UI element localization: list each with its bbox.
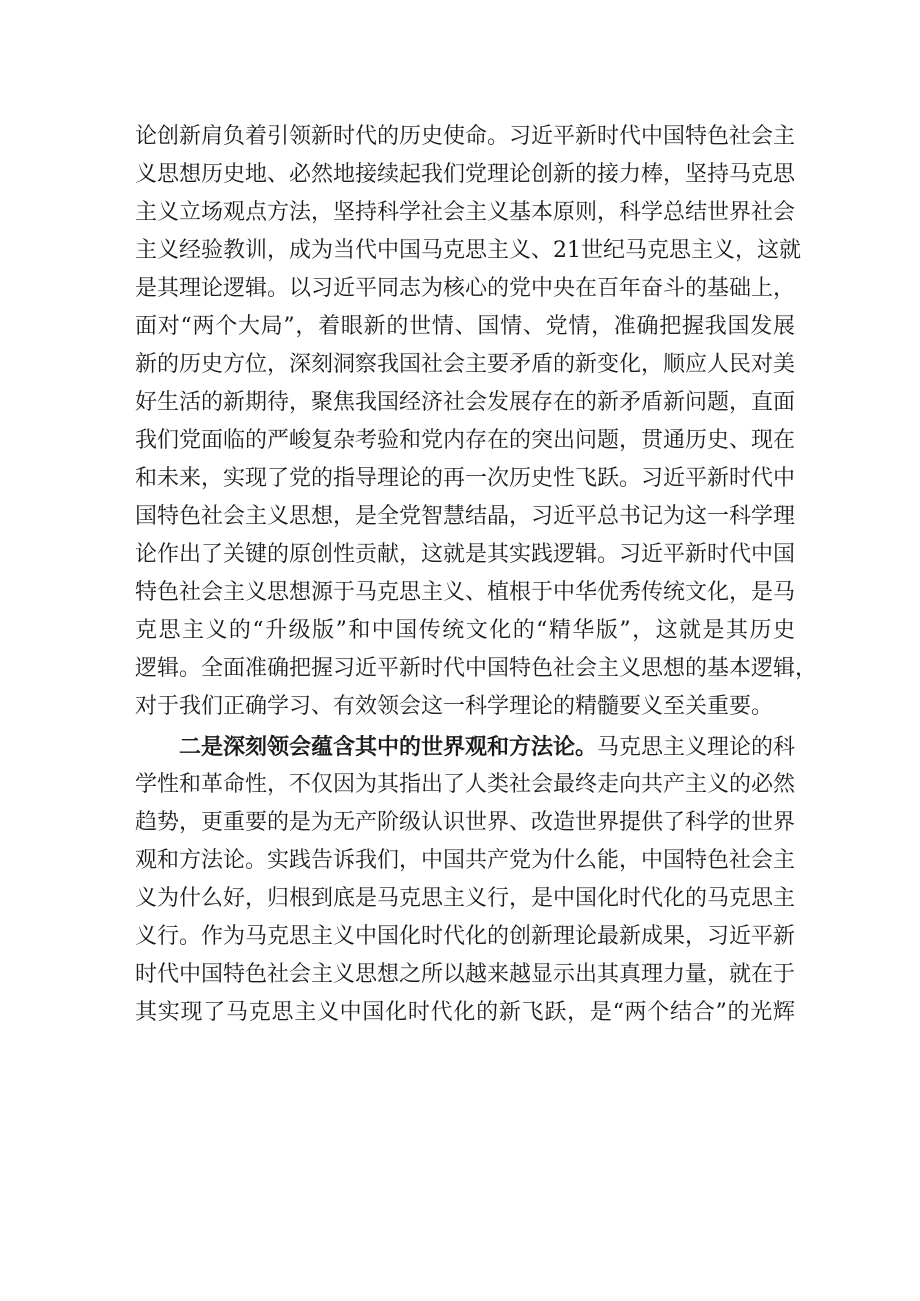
paragraph-continued bbox=[135, 118, 818, 726]
text-line: 时代中国特色社会主义思想之所以越来越显示出其真理力量，就在于 bbox=[135, 962, 796, 987]
text-line: 和未来，实现了党的指导理论的再一次历史性飞跃。习近平新时代中 bbox=[135, 466, 796, 491]
text-line: 学性和革命性，不仅因为其指出了人类社会最终走向共产主义的必然 bbox=[135, 772, 796, 797]
text-line bbox=[135, 728, 795, 766]
text-line: 好生活的新期待，聚焦我国经济社会发展存在的新矛盾新问题，直面 bbox=[135, 390, 796, 415]
text-line: 新的历史方位，深刻洞察我国社会主要矛盾的新变化，顺应人民对美 bbox=[135, 352, 796, 377]
text-line: 是其理论逻辑。以习近平同志为核心的党中央在百年奋斗的基础上， bbox=[135, 276, 796, 301]
text-line: 面对“两个大局”，着眼新的世情、国情、党情，准确把握我国发展 bbox=[135, 314, 795, 339]
text-line: 对于我们正确学习、有效领会这一科学理论的精髓要义至关重要。 bbox=[135, 694, 774, 719]
paragraph-lead-text: 马克思主义理论的科 bbox=[597, 735, 796, 760]
paragraph-heading: 二是深刻领会蕴含其中的世界观和方法论。 bbox=[179, 734, 598, 760]
text-line: 论创新肩负着引领新时代的历史使命。习近平新时代中国特色社会主 bbox=[135, 124, 796, 149]
text-line: 观和方法论。实践告诉我们，中国共产党为什么能，中国特色社会主 bbox=[135, 848, 796, 873]
text-line: 克思主义的“升级版”和中国传统文化的“精华版”，这就是其历史 bbox=[135, 618, 795, 643]
text-line: 逻辑。全面准确把握习近平新时代中国特色社会主义思想的基本逻辑， bbox=[135, 656, 818, 681]
text-line: 义思想历史地、必然地接续起我们党理论创新的接力棒，坚持马克思 bbox=[135, 162, 796, 187]
text-line: 义为什么好，归根到底是马克思主义行，是中国化时代化的马克思主 bbox=[135, 886, 796, 911]
text-line: 国特色社会主义思想，是全党智慧结晶，习近平总书记为这一科学理 bbox=[135, 504, 796, 529]
text-line: 我们党面临的严峻复杂考验和党内存在的突出问题，贯通历史、现在 bbox=[135, 428, 796, 453]
text-line: 义行。作为马克思主义中国化时代化的创新理论最新成果，习近平新 bbox=[135, 924, 796, 949]
text-line: 主义经验教训，成为当代中国马克思主义、21世纪马克思主义，这就 bbox=[135, 238, 801, 263]
text-line: 其实现了马克思主义中国化时代化的新飞跃，是“两个结合”的光辉 bbox=[135, 1000, 795, 1025]
text-line: 特色社会主义思想源于马克思主义、植根于中华优秀传统文化，是马 bbox=[135, 580, 796, 605]
text-line: 主义立场观点方法，坚持科学社会主义基本原则，科学总结世界社会 bbox=[135, 200, 796, 225]
text-line: 论作出了关键的原创性贡献，这就是其实践逻辑。习近平新时代中国 bbox=[135, 542, 796, 567]
paragraph-world-outlook bbox=[135, 728, 795, 1032]
text-line: 趋势，更重要的是为无产阶级认识世界、改造世界提供了科学的世界 bbox=[135, 810, 796, 835]
